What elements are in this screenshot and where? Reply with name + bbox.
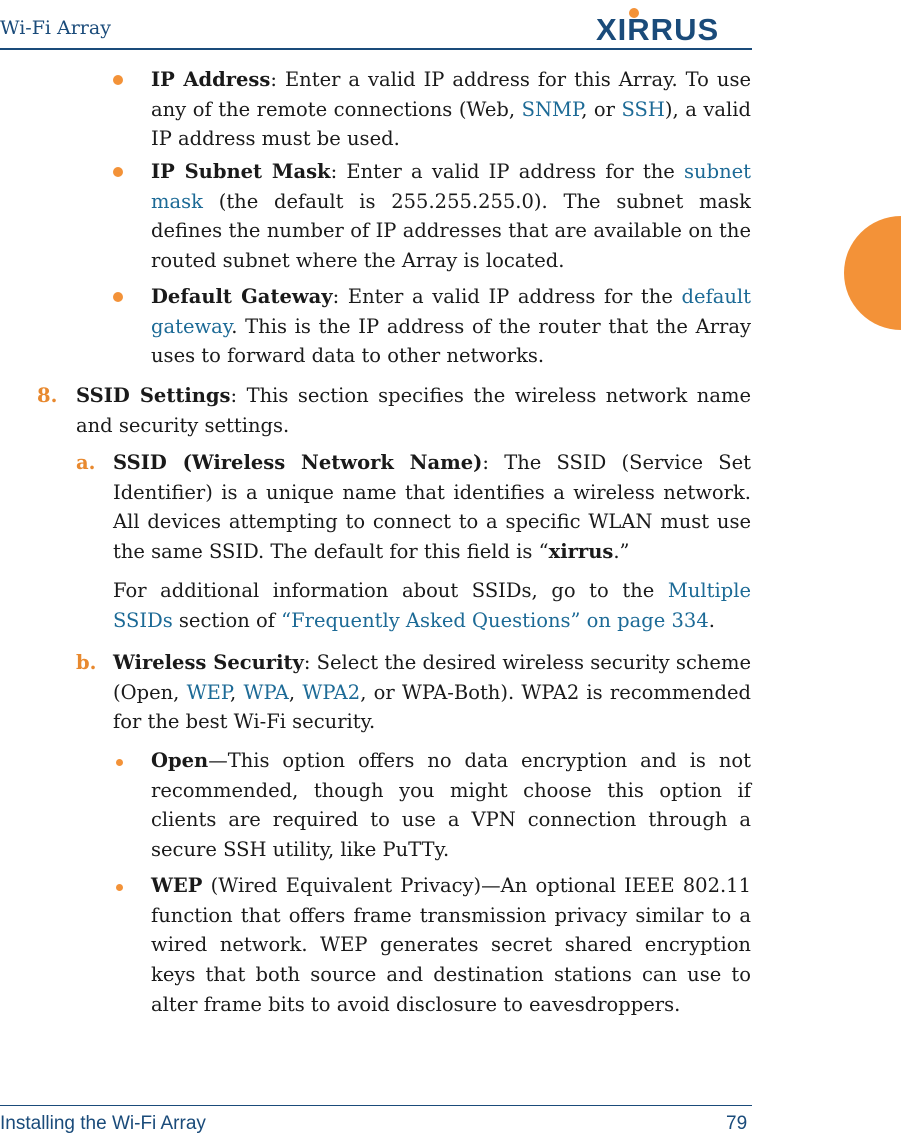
footer-section-title: Installing the Wi-Fi Array (0, 1113, 206, 1134)
item-default-gateway: Default Gateway: Enter a valid IP address for the default gateway. This is the IP address of the router that the Array uses to forward data to other networks. (151, 285, 751, 368)
link-multiple-ssids[interactable]: Multiple SSIDs (113, 579, 751, 632)
item-ip-subnet-mask: IP Subnet Mask: Enter a valid IP address for the subnet mask (the default is 255.255.255.0). The subnet mask defines the number of IP addresses that are available on the routed subnet where the Array is located. (151, 160, 751, 273)
substep-letter: a. (76, 451, 96, 474)
substep-ssid-name: SSID (Wireless Network Name): The SSID (Service Set Identifier) is a unique name that identifies a wireless network. All devices attempting to connect to a specific WLAN must use the same SSID. The default for this field is “xirrus.” (113, 451, 751, 564)
step-ssid-settings: SSID Settings: This section specifies the wireless network name and security settings. (76, 384, 751, 437)
link-default-gateway[interactable]: default gateway (151, 285, 751, 338)
bullet-icon (113, 75, 123, 85)
step-number: 8. (37, 384, 58, 407)
item-ip-address: IP Address: Enter a valid IP address for this Array. To use any of the remote connections (Web, SNMP, or SSH), a valid IP address must be used. (151, 68, 751, 151)
page-number: 79 (726, 1113, 748, 1134)
link-wpa2[interactable]: WPA2 (302, 680, 361, 704)
bullet-icon (113, 292, 123, 302)
bullet-icon (116, 884, 123, 891)
substep-letter: b. (76, 651, 97, 674)
link-faq-page[interactable]: “Frequently Asked Questions” on page 334 (281, 608, 709, 632)
link-wpa[interactable]: WPA (243, 680, 289, 704)
option-wep: WEP (Wired Equivalent Privacy)—An optional IEEE 802.11 function that offers frame transmission privacy similar to a wired network. WEP generates secret shared encryption keys that both source and destination stations can use to alter frame bits to avoid disclosure to eavesdroppers. (151, 874, 751, 1016)
bullet-icon (113, 167, 123, 177)
link-wep[interactable]: WEP (186, 680, 231, 704)
link-snmp[interactable]: SNMP (521, 97, 582, 121)
running-header-title: Wi-Fi Array (0, 17, 111, 39)
bullet-icon (116, 759, 123, 766)
link-ssh[interactable]: SSH (621, 97, 665, 121)
link-subnet-mask[interactable]: subnet mask (151, 160, 751, 213)
option-open: Open—This option offers no data encryption and is not recommended, though you might choose this option if clients are required to use a VPN connection through a secure SSH utility, like PuTTy. (151, 749, 751, 862)
footer-rule (0, 1105, 752, 1106)
ssid-additional-info: For additional information about SSIDs, go to the Multiple SSIDs section of “Frequently Asked Questions” on page 334. (113, 579, 751, 632)
substep-wireless-security: Wireless Security: Select the desired wireless security scheme (Open, WEP, WPA, WPA2, or WPA-Both). WPA2 is recommended for the best Wi-Fi security. (113, 651, 751, 734)
svg-text:XIRRUS: XIRRUS (596, 12, 720, 46)
